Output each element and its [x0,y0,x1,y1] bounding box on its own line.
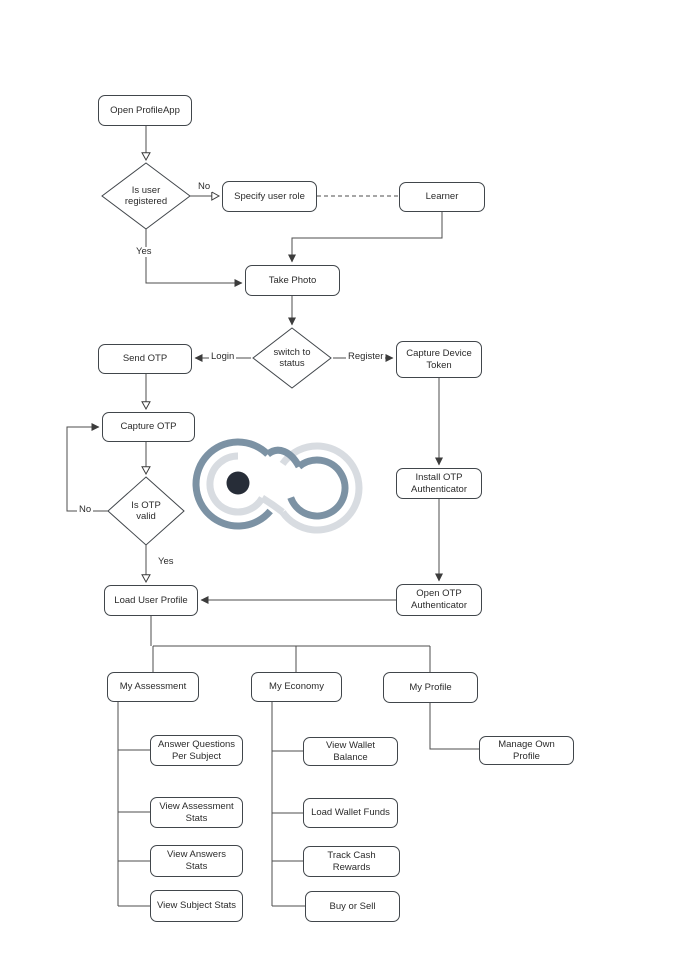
node-load-user-profile: Load User Profile [104,585,198,616]
node-install-otp-authenticator: Install OTP Authenticator [396,468,482,499]
node-view-subject-stats: View Subject Stats [150,890,243,922]
node-my-economy: My Economy [251,672,342,702]
decision-is-otp-valid: Is OTP valid [131,499,161,522]
decision-switch-to-status: switch to status [273,346,311,369]
node-buy-or-sell: Buy or Sell [305,891,400,922]
edge-load-tree [151,616,430,672]
edge-label-register: Register [348,351,384,362]
node-manage-own-profile: Manage Own Profile [479,736,574,765]
logo-watermark [196,442,359,530]
node-view-assessment-stats: View Assessment Stats [150,797,243,828]
edge-registered-yes [146,229,242,283]
edge-profile-child [430,703,479,749]
node-take-photo: Take Photo [245,265,340,296]
node-capture-otp: Capture OTP [102,412,195,442]
node-track-cash-rewards: Track Cash Rewards [303,846,400,877]
node-load-wallet-funds: Load Wallet Funds [303,798,398,828]
node-specify-user-role: Specify user role [222,181,317,212]
node-view-answers-stats: View Answers Stats [150,845,243,877]
node-answer-questions-per-subject: Answer Questions Per Subject [150,735,243,766]
node-capture-device-token: Capture Device Token [396,341,482,378]
edge-valid-no-loop [67,427,108,511]
edge-label-no-otp: No [79,504,92,515]
node-view-wallet-balance: View Wallet Balance [303,737,398,766]
node-open-otp-authenticator: Open OTP Authenticator [396,584,482,616]
node-send-otp: Send OTP [98,344,192,374]
edge-economy-children [272,702,305,906]
edge-assessment-children [118,702,150,906]
node-my-assessment: My Assessment [107,672,199,702]
node-open-profileapp: Open ProfileApp [98,95,192,126]
edge-label-yes-registered: Yes [136,246,152,257]
edge-label-login: Login [211,351,235,362]
logo-dot [227,472,250,495]
edge-label-yes-otp: Yes [158,556,174,567]
node-learner: Learner [399,182,485,212]
decision-is-user-registered: Is user registered [124,184,168,207]
node-my-profile: My Profile [383,672,478,703]
edge-learner-to-takephoto [292,212,442,262]
edge-label-no-registered: No [198,181,211,192]
